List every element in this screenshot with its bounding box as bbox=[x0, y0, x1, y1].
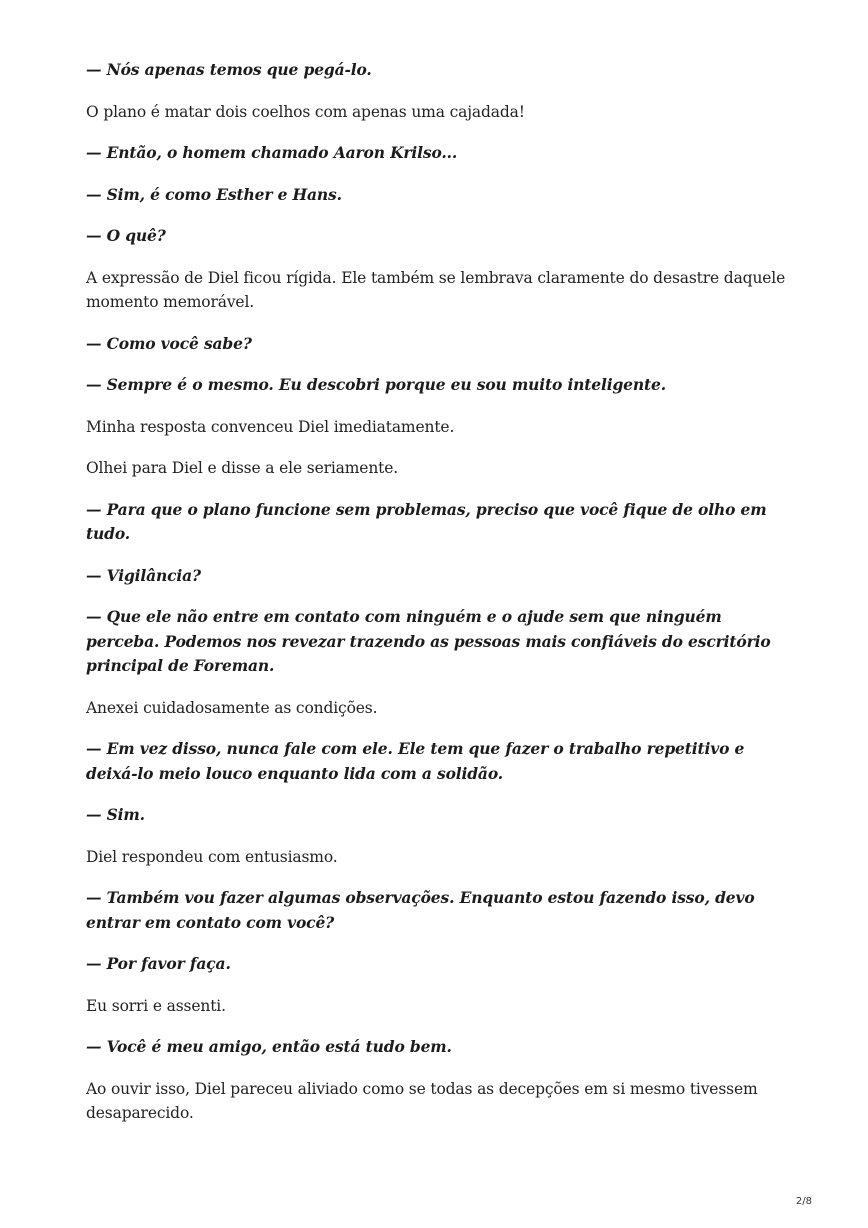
dialogue-line: — Sempre é o mesmo. Eu descobri porque eu sou muito inteligente. bbox=[86, 375, 666, 394]
narration-paragraph: A expressão de Diel ficou rígida. Ele também se lembrava claramente do desastre daquele momento memorável. bbox=[86, 268, 786, 311]
dialogue-line: — Sim, é como Esther e Hans. bbox=[86, 184, 342, 204]
narration-paragraph: Eu sorri e assenti. bbox=[86, 996, 226, 1015]
dialogue-line: — Nós apenas temos que pegá-lo. bbox=[86, 60, 372, 79]
page-number: 2/8 bbox=[795, 1196, 812, 1207]
narration-paragraph: Minha resposta convenceu Diel imediatamente. bbox=[86, 417, 455, 436]
dialogue-line: — O quê? bbox=[86, 226, 166, 245]
dialogue-line: — Que ele não entre em contato com ninguém e o ajude sem que ninguém perceba. Podemos nos revezar trazendo as pessoas mais confiáveis do escritório principal de Foreman. bbox=[86, 607, 771, 675]
dialogue-line: — Por favor faça. bbox=[86, 954, 231, 973]
dialogue-line: — Em vez disso, nunca fale com ele. Ele tem que fazer o trabalho repetitivo e deixá-lo meio louco enquanto lida com a solidão. bbox=[86, 739, 745, 783]
narration-paragraph: Olhei para Diel e disse a ele seriamente. bbox=[86, 459, 399, 477]
document-body bbox=[86, 58, 786, 1143]
dialogue-line: — Como você sabe? bbox=[86, 333, 252, 353]
narration-paragraph: Ao ouvir isso, Diel pareceu aliviado como se todas as decepções em si mesmo tivessem desaparecido. bbox=[86, 1079, 758, 1122]
dialogue-line: — Também vou fazer algumas observações. Enquanto estou fazendo isso, devo entrar em contato com você? bbox=[86, 888, 755, 932]
dialogue-line: — Você é meu amigo, então está tudo bem. bbox=[86, 1037, 452, 1056]
narration-paragraph: O plano é matar dois coelhos com apenas uma cajadada! bbox=[86, 102, 525, 121]
narration-paragraph: Diel respondeu com entusiasmo. bbox=[86, 847, 338, 866]
dialogue-line: — Então, o homem chamado Aaron Krilso... bbox=[86, 143, 458, 162]
dialogue-line: — Para que o plano funcione sem problemas, preciso que você fique de olho em tudo. bbox=[86, 499, 767, 543]
narration-paragraph: Anexei cuidadosamente as condições. bbox=[86, 698, 378, 717]
dialogue-line: — Vigilância? bbox=[86, 565, 201, 585]
dialogue-line: — Sim. bbox=[86, 805, 145, 824]
